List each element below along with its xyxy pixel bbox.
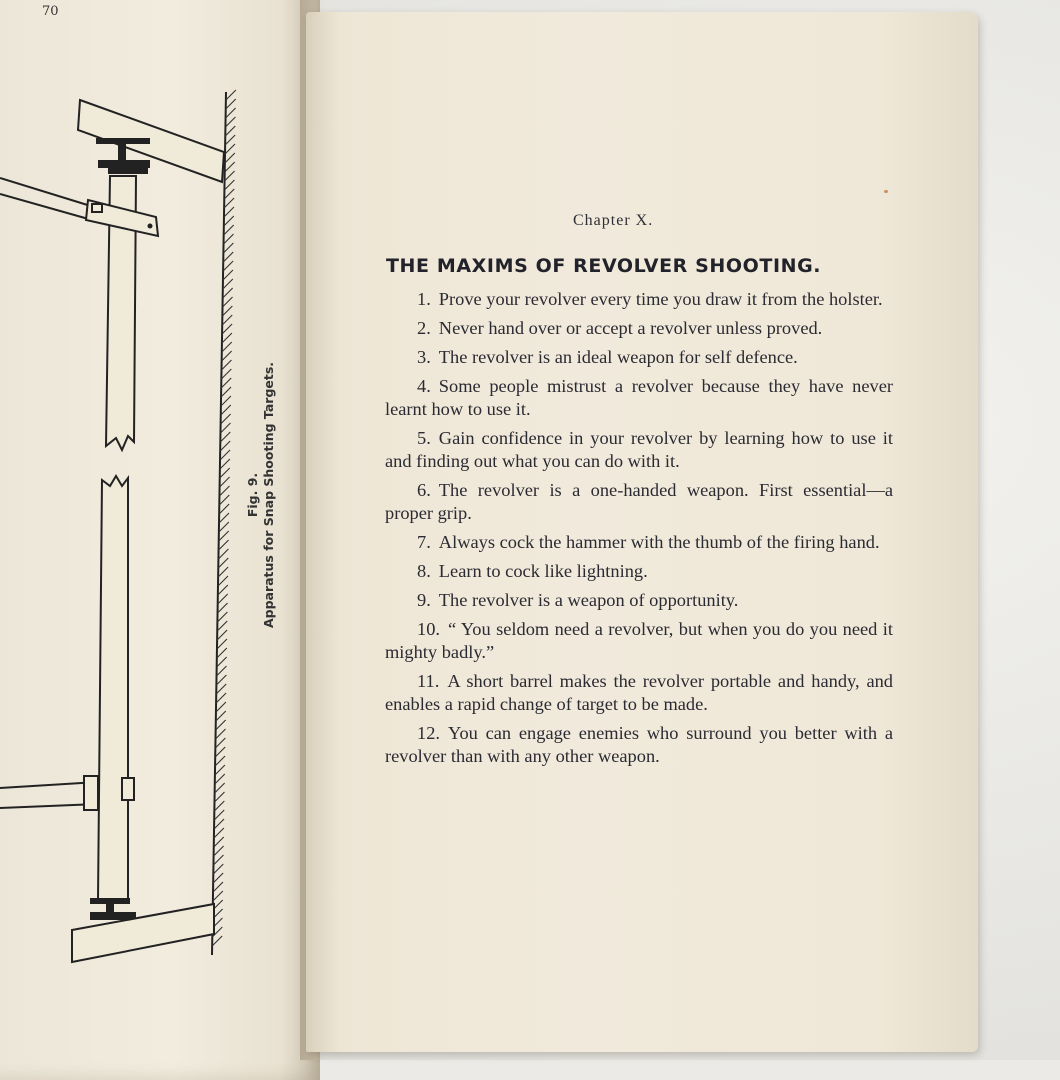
maxim-text: Learn to cock like lightning. <box>438 561 648 581</box>
maxim-item <box>385 346 893 369</box>
maxim-item <box>385 670 893 716</box>
maxim-item <box>385 531 893 554</box>
figure-label: Fig. 9. <box>245 472 260 518</box>
paper-stain <box>884 190 888 193</box>
maxim-number: 8. <box>417 561 431 581</box>
maxim-item <box>385 560 893 583</box>
maxim-text: Never hand over or accept a revolver unless proved. <box>438 318 823 338</box>
maxim-item <box>385 375 893 421</box>
maxim-number: 5. <box>417 428 431 448</box>
maxim-text: The revolver is a one-handed weapon. First essential—a proper grip. <box>385 480 893 523</box>
maxim-number: 12. <box>417 723 440 743</box>
maxim-item <box>385 427 893 473</box>
maxim-text: The revolver is an ideal weapon for self defence. <box>438 347 798 367</box>
figure-caption <box>245 361 285 629</box>
maxim-item <box>385 479 893 525</box>
maxim-item <box>385 288 893 311</box>
chapter-heading: Chapter X. <box>573 212 654 229</box>
maxim-item <box>385 618 893 664</box>
maxim-item <box>385 317 893 340</box>
maxim-text: Always cock the hammer with the thumb of the firing hand. <box>438 532 880 552</box>
maxim-number: 4. <box>417 376 431 396</box>
maxim-number: 3. <box>417 347 431 367</box>
maxim-number: 7. <box>417 532 431 552</box>
maxim-text: You can engage enemies who surround you better with a revolver than with any other weapon. <box>385 723 893 766</box>
maxim-text: Gain confidence in your revolver by learning how to use it and finding out what you can do with it. <box>385 428 893 471</box>
maxim-number: 2. <box>417 318 431 338</box>
maxim-item <box>385 589 893 612</box>
maxim-number: 6. <box>417 480 431 500</box>
maxim-text: The revolver is a weapon of opportunity. <box>438 590 739 610</box>
maxim-number: 1. <box>417 289 431 309</box>
maxim-number: 9. <box>417 590 431 610</box>
page-number: 70 <box>42 4 59 19</box>
maxim-number: 10. <box>417 619 440 639</box>
maxim-text: Prove your revolver every time you draw it from the holster. <box>438 289 883 309</box>
figure-description: Apparatus for Snap Shooting Targets. <box>261 361 276 629</box>
chapter-title: THE MAXIMS OF REVOLVER SHOOTING. <box>386 255 822 277</box>
maxim-text: A short barrel makes the revolver portable and handy, and enables a rapid change of target to be made. <box>385 671 893 714</box>
maxim-item <box>385 722 893 768</box>
maxim-number: 11. <box>417 671 440 691</box>
maxim-text: Some people mistrust a revolver because they have never learnt how to use it. <box>385 376 893 419</box>
maxim-text: “ You seldom need a revolver, but when you do you need it mighty badly.” <box>385 619 893 662</box>
maxims-list <box>385 288 893 774</box>
